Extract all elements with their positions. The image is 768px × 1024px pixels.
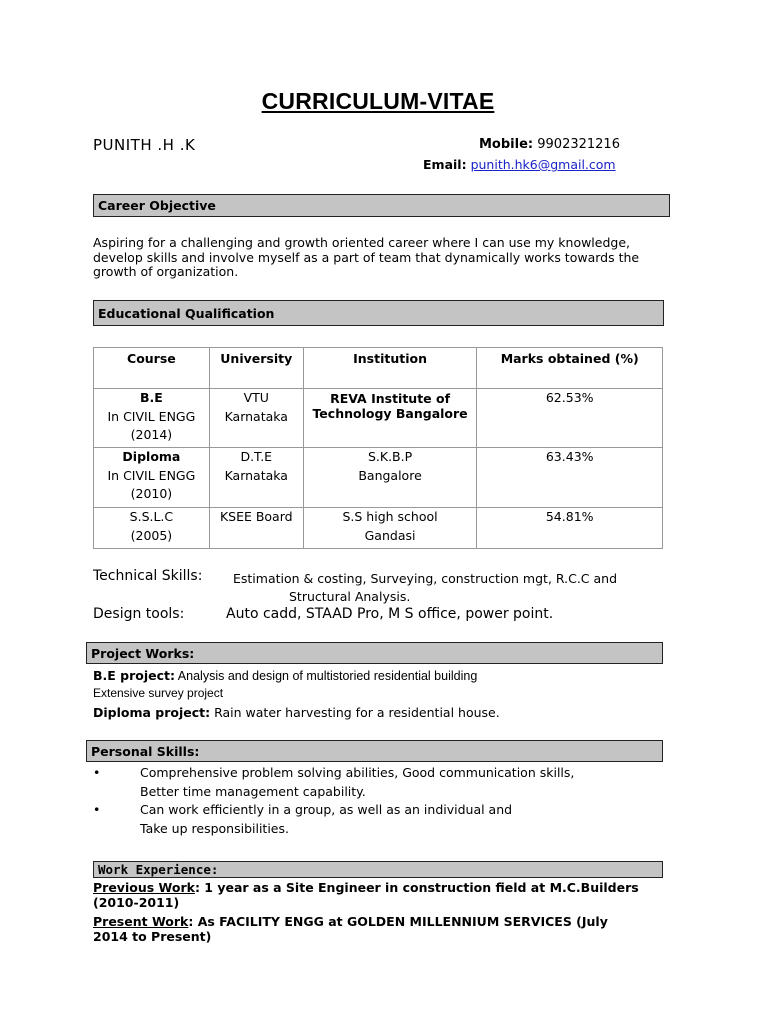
career-line: Aspiring for a challenging and growth oriented career where I can use my knowledge, [93,235,631,250]
diploma-project-value: Rain water harvesting for a residential house. [210,705,500,720]
email-link[interactable]: punith.hk6@gmail.com [470,157,616,172]
university-name: D.T.E [240,449,273,464]
marks-cell: 62.53% [477,389,663,448]
document-title: CURRICULUM-VITAE [261,88,495,114]
career-objective-heading: Career Objective [93,194,670,217]
university-name: VTU [243,390,269,405]
course-cell [94,448,210,508]
university-cell [209,448,303,508]
technical-skills-line: Estimation & costing, Surveying, construction mgt, R.C.C and [233,571,618,586]
university-cell [209,389,303,448]
marks-cell: 63.43% [477,448,663,508]
personal-skill-line: Can work efficiently in a group, as well as an individual and [140,802,513,817]
present-work-label: Present Work [93,914,189,929]
table-header-row [94,348,663,389]
institution-cell [303,389,477,448]
col-header-institution: Institution [303,348,477,389]
present-work-years: 2014 to Present) [93,928,212,944]
previous-work-value: : 1 year as a Site Engineer in construction field at M.C.Builders [194,880,639,895]
be-project-value: Analysis and design of multistoried residential building [175,669,478,683]
personal-skill-line: Better time management capability. [140,783,366,799]
institution-cell [303,448,477,508]
email-line [423,157,616,172]
col-header-university: University [209,348,303,389]
course-year: (2005) [130,527,173,543]
bullet-icon: • [93,802,101,817]
university-name: KSEE Board [219,509,293,524]
table-row [94,389,663,448]
col-header-course: Course [94,348,210,389]
present-work-value: : As FACILITY ENGG at GOLDEN MILLENNIUM SERVICES (July [188,914,608,929]
university-state: Karnataka [224,467,288,483]
be-project-line [93,668,477,683]
previous-work-label: Previous Work [93,880,195,895]
email-label: Email: [423,157,467,172]
course-year: (2010) [130,486,173,501]
education-heading: Educational Qualification [93,300,664,326]
design-tools-value: Auto cadd, STAAD Pro, M S office, power point. [226,606,554,622]
institution-line: S.S high school [342,509,438,524]
institution-cell [303,508,477,549]
course-year: (2014) [130,427,173,442]
course-cell [94,508,210,549]
personal-skill-line: Comprehensive problem solving abilities, Good communication skills, [140,765,575,780]
mobile-line [479,137,620,152]
candidate-name: PUNITH .H .K [93,136,196,154]
university-cell [209,508,303,549]
technical-skills-label: Technical Skills: [93,568,203,584]
career-objective-text [93,236,668,280]
personal-skill-line: Take up responsibilities. [140,820,289,836]
institution-line: S.K.B.P [367,449,413,464]
previous-work-years: (2010-2011) [93,894,180,910]
present-work [93,915,665,944]
institution-line: Bangalore [358,467,422,483]
previous-work [93,881,665,910]
design-tools-label: Design tools: [93,606,185,622]
diploma-project-line [93,705,500,720]
institution-line: REVA Institute of [330,391,451,406]
institution-line: Gandasi [364,527,416,543]
career-line: growth of organization. [93,264,239,279]
mobile-number: 9902321216 [537,137,620,152]
bullet-icon: • [93,765,101,780]
course-cell [94,389,210,448]
personal-skills-heading: Personal Skills: [86,740,663,762]
technical-skills-text [233,570,617,606]
course-branch: In CIVIL ENGG [107,408,196,424]
col-header-marks: Marks obtained (%) [477,348,663,389]
course-name: S.S.L.C [129,509,174,524]
table-row [94,448,663,508]
marks-cell: 54.81% [477,508,663,549]
course-branch: In CIVIL ENGG [107,467,196,483]
institution-line: Technology Bangalore [312,406,468,421]
project-works-heading: Project Works: [86,642,663,664]
education-table [93,347,663,549]
mobile-label: Mobile: [479,137,534,152]
be-project-label: B.E project: [93,668,176,683]
university-state: Karnataka [224,408,288,424]
course-name: B.E [139,390,163,405]
technical-skills-line: Structural Analysis. [289,589,411,604]
table-row [94,508,663,549]
be-project-extra: Extensive survey project [93,686,224,700]
career-line: develop skills and involve myself as a part of team that dynamically works towards the [93,249,640,265]
course-name: Diploma [122,449,181,464]
diploma-project-label: Diploma project: [93,705,211,720]
work-experience-heading: Work Experience: [93,861,663,878]
